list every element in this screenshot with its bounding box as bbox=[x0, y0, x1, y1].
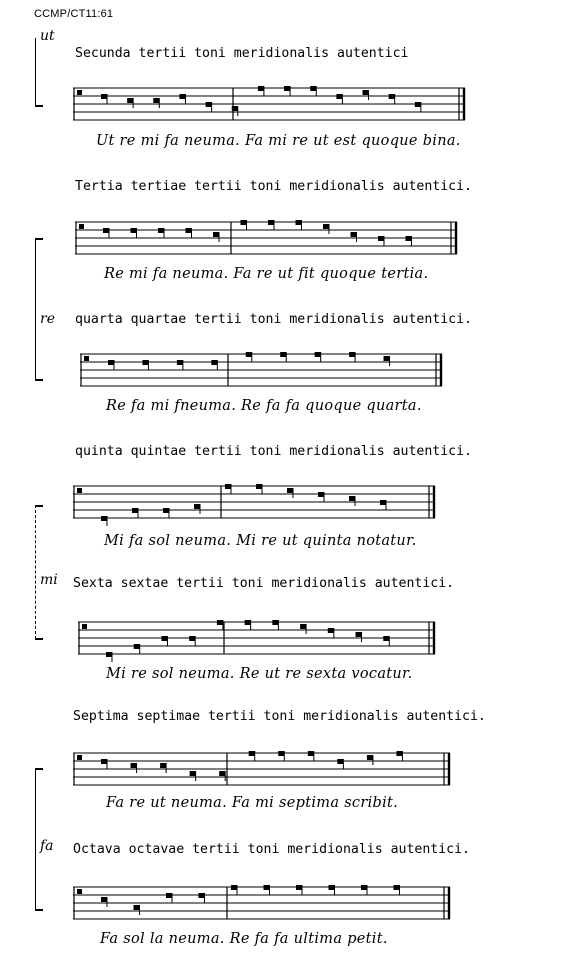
note-head bbox=[131, 763, 137, 768]
note-head bbox=[384, 356, 390, 361]
note-head bbox=[245, 620, 251, 625]
note-head bbox=[199, 893, 205, 898]
bracket-ut bbox=[35, 38, 36, 106]
note-head bbox=[103, 228, 109, 233]
bracket-mi bbox=[35, 505, 36, 639]
note-head bbox=[296, 220, 302, 225]
clef-mark bbox=[77, 90, 82, 95]
note-head bbox=[329, 885, 335, 890]
music-staff bbox=[73, 885, 458, 925]
note-head bbox=[108, 360, 114, 365]
section-lyrics: Mi re sol neuma. Re ut re sexta vocatur. bbox=[106, 666, 413, 682]
section-heading: Septima septimae tertii toni meridionalis autentici. bbox=[73, 709, 486, 724]
note-head bbox=[383, 636, 389, 641]
note-head bbox=[134, 905, 140, 910]
note-head bbox=[106, 652, 112, 657]
note-head bbox=[101, 516, 107, 521]
note-head bbox=[367, 755, 373, 760]
note-head bbox=[213, 232, 219, 237]
clef-mark bbox=[79, 224, 84, 229]
note-head bbox=[315, 352, 321, 357]
note-head bbox=[296, 885, 302, 890]
side-label-fa: fa bbox=[40, 838, 54, 854]
note-head bbox=[268, 220, 274, 225]
bracket-ut-bottom bbox=[35, 105, 43, 107]
section-lyrics: Re fa mi fneuma. Re fa fa quoque quarta. bbox=[106, 398, 422, 414]
side-label-mi: mi bbox=[40, 572, 58, 588]
section-lyrics: Mi fa sol neuma. Mi re ut quinta notatur. bbox=[104, 533, 417, 549]
note-head bbox=[179, 94, 185, 99]
note-head bbox=[264, 885, 270, 890]
clef-mark bbox=[82, 624, 87, 629]
note-head bbox=[232, 106, 238, 111]
note-head bbox=[241, 220, 247, 225]
note-head bbox=[160, 763, 166, 768]
section-lyrics: Fa re ut neuma. Fa mi septima scribit. bbox=[106, 795, 399, 811]
side-label-ut: ut bbox=[40, 28, 55, 44]
note-head bbox=[318, 492, 324, 497]
note-head bbox=[415, 102, 421, 107]
note-head bbox=[153, 98, 159, 103]
note-head bbox=[132, 508, 138, 513]
note-head bbox=[300, 624, 306, 629]
section-heading: Tertia tertiae tertii toni meridionalis autentici. bbox=[75, 179, 472, 194]
note-head bbox=[206, 102, 212, 107]
note-head bbox=[336, 94, 342, 99]
music-staff bbox=[73, 86, 473, 126]
bracket-fa bbox=[35, 768, 36, 910]
bracket-re-bottom bbox=[35, 379, 43, 381]
note-head bbox=[310, 86, 316, 91]
music-staff bbox=[73, 751, 458, 791]
note-head bbox=[177, 360, 183, 365]
bracket-mi-bottom bbox=[35, 638, 43, 640]
note-head bbox=[190, 771, 196, 776]
note-head bbox=[231, 885, 237, 890]
bracket-mi-top bbox=[35, 505, 43, 507]
note-head bbox=[249, 751, 255, 756]
bracket-re-top bbox=[35, 238, 43, 240]
note-head bbox=[256, 484, 262, 489]
note-head bbox=[186, 228, 192, 233]
note-head bbox=[349, 496, 355, 501]
section-heading: quarta quartae tertii toni meridionalis autentici. bbox=[75, 312, 472, 327]
note-head bbox=[127, 98, 133, 103]
note-head bbox=[284, 86, 290, 91]
note-head bbox=[337, 759, 343, 764]
note-head bbox=[161, 636, 167, 641]
note-head bbox=[101, 94, 107, 99]
side-label-re: re bbox=[40, 311, 55, 327]
note-head bbox=[363, 90, 369, 95]
note-head bbox=[272, 620, 278, 625]
note-head bbox=[406, 236, 412, 241]
note-head bbox=[217, 620, 223, 625]
note-head bbox=[225, 484, 231, 489]
note-head bbox=[308, 751, 314, 756]
note-head bbox=[131, 228, 137, 233]
note-head bbox=[194, 504, 200, 509]
bracket-fa-top bbox=[35, 768, 43, 770]
note-head bbox=[278, 751, 284, 756]
note-head bbox=[356, 632, 362, 637]
note-head bbox=[211, 360, 217, 365]
note-head bbox=[396, 751, 402, 756]
manuscript-reference: CCMP/CT11:61 bbox=[34, 8, 114, 20]
note-head bbox=[351, 232, 357, 237]
note-head bbox=[287, 488, 293, 493]
section-heading: Secunda tertii toni meridionalis autentici bbox=[75, 46, 409, 61]
note-head bbox=[142, 360, 148, 365]
note-head bbox=[394, 885, 400, 890]
note-head bbox=[349, 352, 355, 357]
note-head bbox=[189, 636, 195, 641]
note-head bbox=[158, 228, 164, 233]
section-lyrics: Ut re mi fa neuma. Fa mi re ut est quoque bina. bbox=[96, 133, 461, 149]
note-head bbox=[166, 893, 172, 898]
section-lyrics: Re mi fa neuma. Fa re ut fit quoque tertia. bbox=[104, 266, 429, 282]
note-head bbox=[219, 771, 225, 776]
note-head bbox=[101, 759, 107, 764]
bracket-fa-bottom bbox=[35, 909, 43, 911]
note-head bbox=[134, 644, 140, 649]
note-head bbox=[163, 508, 169, 513]
note-head bbox=[323, 224, 329, 229]
note-head bbox=[380, 500, 386, 505]
section-lyrics: Fa sol la neuma. Re fa fa ultima petit. bbox=[100, 931, 388, 947]
bracket-re bbox=[35, 238, 36, 380]
note-head bbox=[389, 94, 395, 99]
note-head bbox=[258, 86, 264, 91]
section-heading: Octava octavae tertii toni meridionalis autentici. bbox=[73, 842, 470, 857]
note-head bbox=[246, 352, 252, 357]
clef-mark bbox=[77, 889, 82, 894]
note-head bbox=[328, 628, 334, 633]
music-staff bbox=[80, 352, 450, 392]
music-staff bbox=[75, 220, 465, 260]
note-head bbox=[101, 897, 107, 902]
note-head bbox=[378, 236, 384, 241]
music-staff bbox=[78, 620, 443, 660]
section-heading: quinta quintae tertii toni meridionalis autentici. bbox=[75, 444, 472, 459]
clef-mark bbox=[77, 755, 82, 760]
music-staff bbox=[73, 484, 443, 524]
note-head bbox=[280, 352, 286, 357]
clef-mark bbox=[77, 488, 82, 493]
clef-mark bbox=[84, 356, 89, 361]
note-head bbox=[361, 885, 367, 890]
section-heading: Sexta sextae tertii toni meridionalis autentici. bbox=[73, 576, 455, 591]
